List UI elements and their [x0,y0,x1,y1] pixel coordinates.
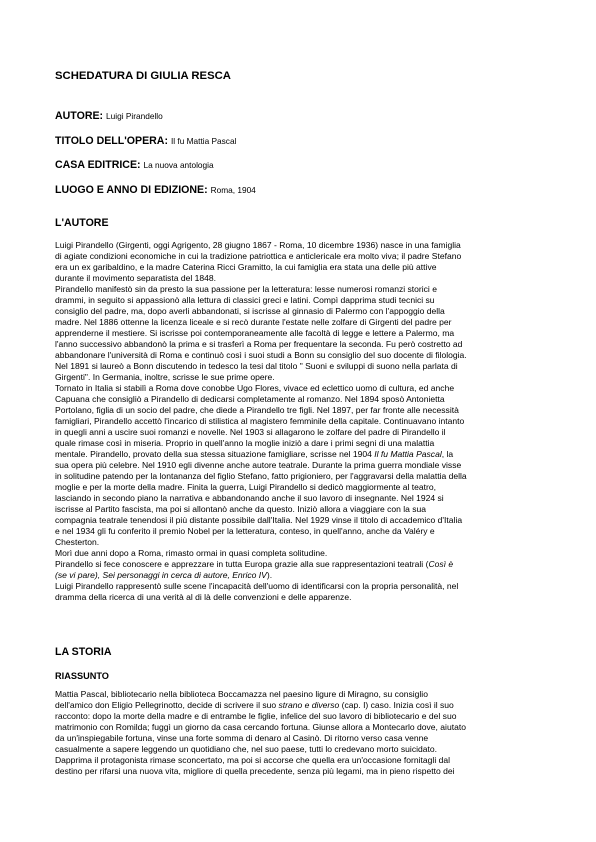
text-line: dell'amico don Eligio Pellegrinotto, decide di scrivere il suo strano e diverso (cap. I) caso. Inizia così il suo [55,700,454,710]
meta-author: AUTORE: Luigi Pirandello [55,110,163,122]
text-line: consiglio del padre, ma, dopo averli abbandonati, si iscrisse al ginnasio di Palermo con l'appoggio della [55,306,445,316]
text-line: racconto: dopo la morte della madre e di entrambe le figlie, infelice del suo lavoro di bibliotecario e del suo [55,711,457,721]
text-line: era un ex garibaldino, e la madre Caterina Ricci Gramitto, la cui famiglia era stata una delle più attive [55,262,437,272]
summary-paragraph [55,689,555,777]
text-line: in quegli anni a uscire suoi romanzi e novelle. Nel 1903 si allagarono le zolfare del padre di Pirandello il [55,427,446,437]
italic-title: (se vi pare), Sei personaggi in cerca di autore, Enrico IV [55,570,267,580]
text-line: Luigi Pirandello (Girgenti, oggi Agrigento, 28 giugno 1867 - Roma, 10 dicembre 1936) nasce in una famiglia [55,240,461,250]
text-line: Portolano, figlia di un socio del padre, che diede a Pirandello tre figli. Nel 1897, per far fronte alle necessità [55,405,459,415]
meta-work-title: TITOLO DELL'OPERA: Il fu Mattia Pascal [55,135,237,147]
text-line: quale rimase così in miseria. Proprio in quell'anno la moglie iniziò a dare i primi segni di una malattia [55,438,435,448]
meta-value: Roma, 1904 [210,185,256,195]
text-line: Girgenti". In Germania, inoltre, scrisse le sue prime opere. [55,372,275,382]
text-line: drammi, in seguito si appassionò alla lettura di classici greci e latini. Compì dapprima studi tecnici su [55,295,435,305]
text-line: in solitudine patendo per la lontananza del figlio Stefano, fatto prigioniero, per l'aggravarsi della malattia della [55,471,467,481]
italic-title: strano e diverso [278,700,340,710]
text-line: Nel 1891 si laureò a Bonn discutendo in tedesco la tesi dal titolo " Suoni e sviluppi di suono nella parlata di [55,361,458,371]
text-line: l'anno successivo abbandonò la prima e si trasferì a Roma per frequentare la seconda. Fu però costretto ad [55,339,463,349]
text-line: Capuana che consigliò a Pirandello di dedicarsi completamente al romanzo. Nel 1894 sposò Antonietta [55,394,445,404]
meta-label: AUTORE [55,110,100,122]
text-line: madre. Nel 1886 ottenne la licenza liceale e si recò durante l'estate nelle zolfare di Girgenti del padre per [55,317,452,327]
meta-place-year: LUOGO E ANNO DI EDIZIONE: Roma, 1904 [55,184,256,196]
section-heading-author: L'AUTORE [55,217,109,229]
text-line: iscrisse al Partito fascista, ma poi si allontanò anche da questo. Iniziò allora a viaggiare con la sua [55,504,427,514]
meta-value: Il fu Mattia Pascal [170,136,237,146]
author-paragraphs [55,240,555,603]
text-line: Tornato in Italia si stabilì a Roma dove conobbe Ugo Flores, vivace ed eclettico uomo di cultura, ed anche [55,383,455,393]
meta-label: TITOLO DELL'OPERA [55,135,165,147]
italic-title: Il fu Mattia Pascal [374,449,442,459]
text-line: mentale. Pirandello, provato della sua stessa situazione famigliare, scrisse nel 1904 Il fu Mattia Pascal, la [55,449,454,459]
text-line: Mattia Pascal, bibliotecario nella biblioteca Boccamazza nel paesino ligure di Miragno, su consiglio [55,689,428,699]
text-line: casualmente a sapere leggendo un quotidiano che, nel suo paese, tutti lo credevano morto suicidato. [55,744,438,754]
text-line: Dapprima il protagonista rimase sconcertato, ma poi si accorse che quella era un'occasione fornitagli dal [55,755,450,765]
text-line: famigliari, Pirandello accettò l'incarico di stilistica al magistero femminile della capitale. Continuavano intanto [55,416,465,426]
meta-value: La nuova antologia [143,160,214,170]
meta-publisher: CASA EDITRICE: La nuova antologia [55,159,214,171]
text-line: sua opera più celebre. Nel 1910 egli divenne anche autore teatrale. Durante la prima guerra mondiale visse [55,460,462,470]
text-line: Pirandello manifestò sin da presto la sua passione per la letteratura: lesse numerosi romanzi storici e [55,284,437,294]
text-line: Luigi Pirandello rappresentò sulle scene l'incapacità dell'uomo di identificarsi con la propria personalità, nel [55,581,459,591]
text-line: (se vi pare), Sei personaggi in cerca di autore, Enrico IV). [55,570,273,580]
text-line: di agiate condizioni economiche in cui la tradizione patriottica e anticlericale era molto viva; il padre Stefano [55,251,462,261]
text-line: Morì due anni dopo a Roma, rimasto ormai in quasi completa solitudine. [55,548,328,558]
italic-title: Così è [428,559,454,569]
text-line: compagnia teatrale tenendosi il più distante possibile dall'Italia. Nel 1929 vinse il titolo di accademico d'Italia [55,515,463,525]
text-line: da un'inspiegabile fortuna, vinse una forte somma di denaro al Casinò. Di ritorno verso casa venne [55,733,429,743]
text-line: matrimonio con Romilda; fuggì un giorno da casa cercando fortuna. Giunse allora a Montecarlo dove, aiutato [55,722,466,732]
text-line: durante il movimento separatista del 1848. [55,273,217,283]
text-line: abbandonare l'università di Roma e continuò così i suoi studi a Bonn su consiglio del suo docente di filologia. [55,350,467,360]
text-line: e nel 1934 gli fu conferito il premio Nobel per la letteratura, conteso, in quell'anno, anche da Valéry e [55,526,435,536]
document-title: SCHEDATURA DI GIULIA RESCA [55,70,231,82]
text-line: dramma della ricerca di una verità al di là delle convenzioni e delle apparenze. [55,592,352,602]
text-line: Pirandello si fece conoscere e apprezzare in tutta Europa grazie alla sue rappresentazioni teatrali (Così è [55,559,454,569]
meta-label: CASA EDITRICE [55,159,138,171]
text-line: Chesterton. [55,537,100,547]
text-line: lasciando in secondo piano la narrativa e abbandonando anche il suo lavoro di insegnante. Nel 1924 si [55,493,444,503]
text-line: moglie e per la morte della madre. Finita la guerra, Luigi Pirandello si dedicò maggiormente al teatro, [55,482,437,492]
subsection-heading-summary: RIASSUNTO [55,671,109,681]
text-line: destino per rifarsi una nuova vita, migliore di quella precedente, senza più legami, ma in pieno rispetto dei [55,766,455,776]
meta-value: Luigi Pirandello [106,111,163,121]
text-line: apprenderne il mestiere. Si iscrisse poi contemporaneamente alle facoltà di legge e lettere a Palermo, ma [55,328,455,338]
meta-label: LUOGO E ANNO DI EDIZIONE [55,184,205,196]
section-heading-story: LA STORIA [55,646,112,658]
